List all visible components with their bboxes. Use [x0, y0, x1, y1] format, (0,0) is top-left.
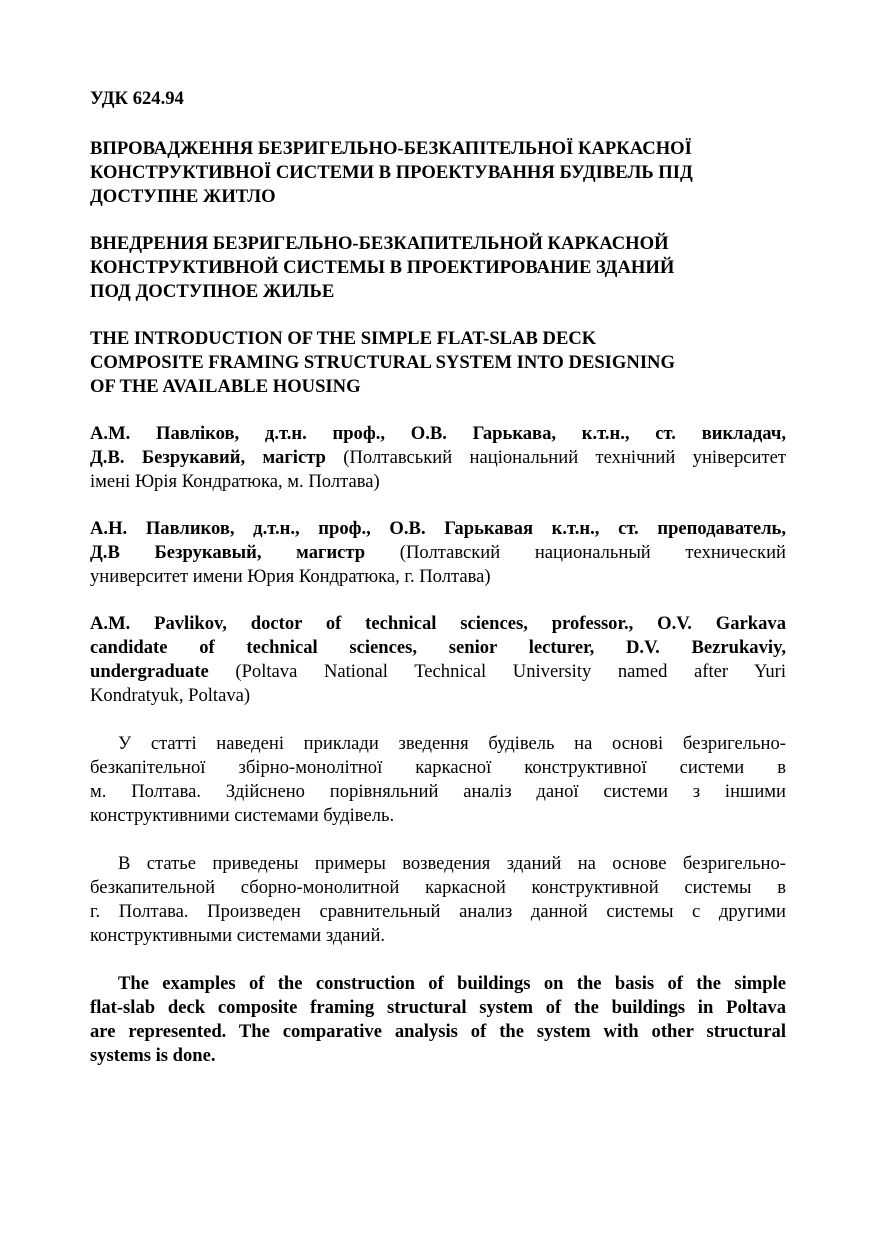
author-names: А.М. Павліков, д.т.н. проф., О.В. Гарькава, к.т.н., ст. викладач, [90, 423, 786, 444]
author-names: А.Н. Павликов, д.т.н., проф., О.В. Гарькавая к.т.н., ст. преподаватель, [90, 518, 786, 539]
abstract-line: конструктивними системами будівель. [90, 805, 395, 826]
abstract-line: безкапітельної збірно-монолітної каркасної конструктивної системи в [90, 757, 786, 778]
abstract-line: are represented. The comparative analysis of the system with other structural [90, 1021, 786, 1042]
abstract-line: м. Полтава. Здійснено порівняльний аналіз даної системи з іншими [90, 781, 786, 802]
author-names: undergraduate [90, 661, 209, 682]
abstract-russian [90, 852, 786, 948]
affiliation: (Полтавський національний технічний університет [325, 447, 786, 468]
author-names: Д.В. Безрукавий, магістр [90, 447, 326, 468]
abstract-line: У статті наведені приклади зведення будівель на основі безригельно- [118, 733, 786, 754]
author-line [90, 541, 786, 565]
author-line: імені Юрія Кондратюка, м. Полтава) [90, 471, 380, 492]
affiliation: (Полтавский национальный технический [365, 542, 786, 563]
document-page [90, 87, 786, 1068]
title-line: КОНСТРУКТИВНОЙ СИСТЕМЫ В ПРОЕКТИРОВАНИЕ ЗДАНИЙ [90, 257, 675, 278]
abstract-line: г. Полтава. Произведен сравнительный анализ данной системы с другими [90, 901, 786, 922]
author-line [90, 446, 786, 470]
title-line: THE INTRODUCTION OF THE SIMPLE FLAT-SLAB DECK [90, 328, 597, 349]
authors-english [90, 612, 786, 708]
title-line: ВНЕДРЕНИЯ БЕЗРИГЕЛЬНО-БЕЗКАПИТЕЛЬНОЙ КАРКАСНОЙ [90, 233, 669, 254]
author-names: A.M. Pavlikov, doctor of technical sciences, professor., O.V. Garkava [90, 613, 786, 634]
abstract-line: The examples of the construction of buildings on the basis of the simple [118, 973, 786, 994]
title-line: КОНСТРУКТИВНОЇ СИСТЕМИ В ПРОЕКТУВАННЯ БУДІВЕЛЬ ПІД [90, 162, 693, 183]
abstract-ukrainian [90, 732, 786, 828]
author-line [90, 636, 786, 660]
title-line: COMPOSITE FRAMING STRUCTURAL SYSTEM INTO DESIGNING [90, 352, 675, 373]
author-line [90, 422, 786, 446]
authors-russian [90, 517, 786, 589]
title-line: ВПРОВАДЖЕННЯ БЕЗРИГЕЛЬНО-БЕЗКАПІТЕЛЬНОЇ КАРКАСНОЇ [90, 138, 692, 159]
author-line: Kondratyuk, Poltava) [90, 685, 251, 706]
author-line [90, 660, 786, 684]
abstract-line: безкапительной сборно-монолитной каркасной конструктивной системы в [90, 877, 786, 898]
abstract-line: конструктивными системами зданий. [90, 925, 386, 946]
author-names: candidate of technical sciences, senior lecturer, D.V. Bezrukaviy, [90, 637, 786, 658]
title-line: ДОСТУПНЕ ЖИТЛО [90, 186, 276, 207]
udk-code: УДК 624.94 [90, 88, 184, 109]
abstract-line: В статье приведены примеры возведения зданий на основе безригельно- [118, 853, 786, 874]
title-english [90, 327, 786, 399]
title-russian [90, 232, 786, 304]
title-ukrainian [90, 137, 786, 209]
affiliation: (Poltava National Technical University named after Yuri [208, 661, 786, 682]
author-line [90, 612, 786, 636]
abstract-english [90, 972, 786, 1068]
abstract-line: systems is done. [90, 1045, 216, 1066]
author-names: Д.В Безрукавый, магистр [90, 542, 366, 563]
author-line [90, 517, 786, 541]
abstract-line: flat-slab deck composite framing structural system of the buildings in Poltava [90, 997, 786, 1018]
authors-ukrainian [90, 422, 786, 494]
author-line: университет имени Юрия Кондратюка, г. Полтава) [90, 566, 491, 587]
title-line: OF THE AVAILABLE HOUSING [90, 376, 361, 397]
title-line: ПОД ДОСТУПНОЕ ЖИЛЬЕ [90, 281, 335, 302]
